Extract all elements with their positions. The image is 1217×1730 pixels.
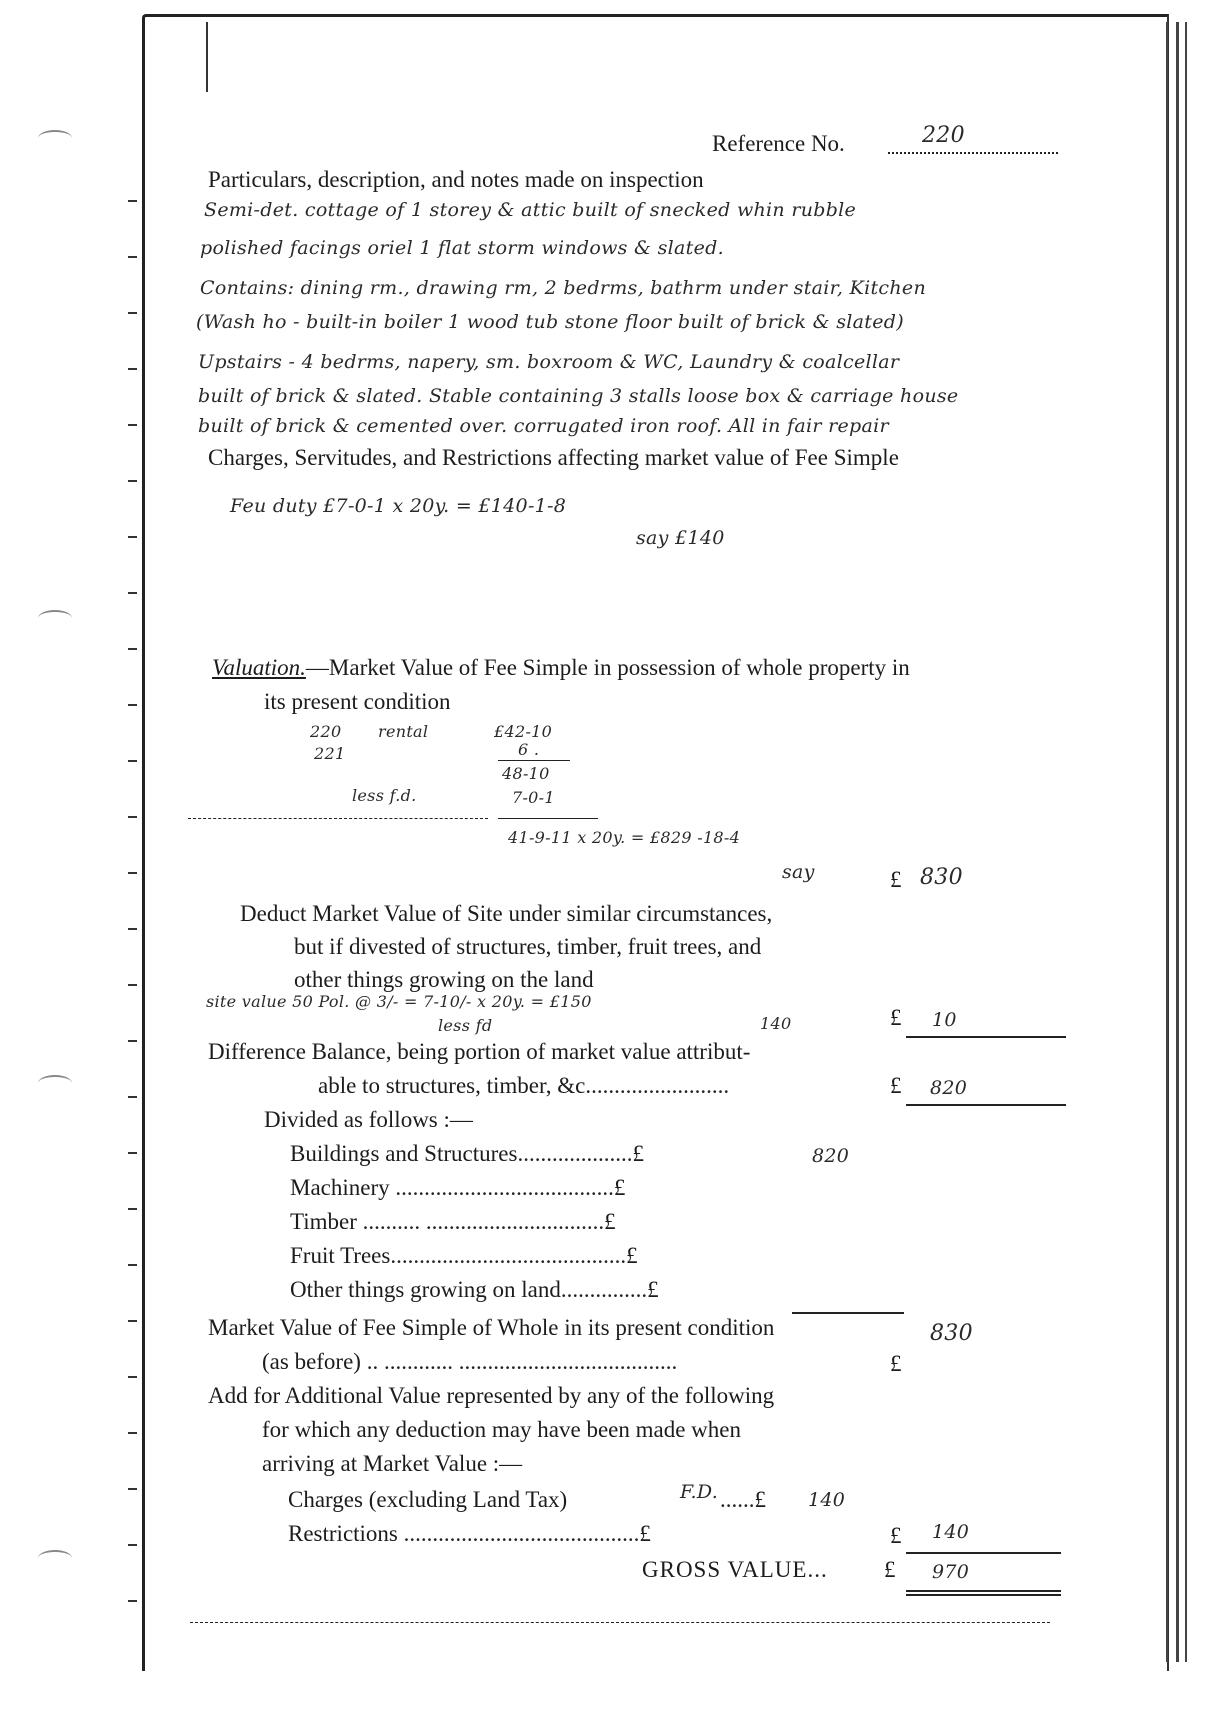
charges-dots [720, 1486, 766, 1514]
market-whole-line: Market Value of Fee Simple of Whole in its present condition [208, 1315, 775, 1340]
market-whole-value: 830 [930, 1321, 973, 1346]
binding-dash [128, 816, 137, 818]
binding-dash [128, 648, 137, 650]
pound-symbol: £ [613, 1175, 626, 1200]
calc-less-amount: 7-0-1 [512, 788, 555, 807]
charges-note: F.D. [680, 1481, 719, 1503]
valuation-total: 830 [920, 865, 963, 890]
calc-rule [498, 760, 570, 761]
binding-dash [128, 1152, 137, 1154]
binding-dash [128, 928, 137, 930]
market-whole-symbol: £ [890, 1351, 902, 1376]
item-value: 820 [812, 1145, 850, 1167]
calc-dashed-rule [188, 818, 488, 819]
item-label: Machinery [290, 1175, 390, 1200]
binding-dash [128, 200, 137, 202]
binding-dash [128, 704, 137, 706]
binding-dash [128, 1544, 137, 1546]
binding-dash [128, 592, 137, 594]
binding-dash [128, 1488, 137, 1490]
additional-underline [906, 1552, 1061, 1554]
binding-dash [128, 1208, 137, 1210]
site-value-underline [906, 1036, 1066, 1038]
leader-dots: .................... [517, 1141, 633, 1166]
page-edge-line [1185, 22, 1187, 1662]
valuation-heading-line2: its present condition [264, 689, 451, 714]
leader-dots: .. ............ ...................................... [360, 1349, 678, 1374]
site-line: other things growing on the land [294, 967, 594, 992]
bottom-dashed-rule [190, 1622, 1050, 1623]
binding-dash [128, 1096, 137, 1098]
difference-symbol: £ [890, 1073, 902, 1098]
site-less-amount: 140 [760, 1014, 792, 1033]
restrictions-label: Restrictions [288, 1521, 398, 1546]
pencil-mark [206, 22, 208, 92]
site-symbol: £ [890, 1005, 902, 1030]
calc-rental-label: rental [378, 722, 429, 741]
pound-symbol: £ [639, 1521, 651, 1546]
particulars-line: Semi-det. cottage of 1 storey & attic built of snecked whin rubble [204, 199, 857, 221]
charges-value: 140 [808, 1489, 846, 1511]
page-edge-line [1166, 22, 1168, 1662]
particulars-line: built of brick & cemented over. corrugated iron roof. All in fair repair [198, 415, 889, 437]
additional-line: Add for Additional Value represented by any of the following [208, 1383, 775, 1408]
leader-dots: ......................................... [390, 1243, 627, 1268]
item-label: Fruit Trees [290, 1243, 391, 1268]
market-whole-line2-text: (as before) [262, 1349, 361, 1374]
site-value: 10 [932, 1009, 957, 1031]
charges-row [288, 1486, 567, 1514]
binding-dash [128, 872, 137, 874]
site-less-fd: less fd [438, 1016, 493, 1035]
pound-symbol: £ [754, 1487, 766, 1512]
item-label: Buildings and Structures [290, 1141, 518, 1166]
gross-double-underline [906, 1594, 1061, 1596]
pound-symbol: £ [604, 1209, 616, 1234]
divided-heading: Divided as follows :— [264, 1107, 473, 1132]
calc-ref: 221 [314, 744, 346, 763]
binding-dash [128, 368, 137, 370]
particulars-line: Upstairs - 4 bedrms, napery, sm. boxroom & WC, Laundry & coalcellar [198, 351, 900, 373]
particulars-heading: Particulars, description, and notes made on inspection [208, 167, 704, 192]
items-underline [792, 1312, 904, 1314]
binding-dash [128, 312, 137, 314]
additional-total-symbol: £ [890, 1523, 902, 1548]
binding-dash [128, 536, 137, 538]
feu-duty-say: say £140 [636, 527, 725, 549]
particulars-line: polished facings oriel 1 flat storm windows & slated. [200, 237, 724, 259]
site-line: but if divested of structures, timber, fruit trees, and [294, 934, 762, 959]
binding-dash [128, 1432, 137, 1434]
binding-dash [128, 1264, 137, 1266]
punch-hole [38, 1550, 72, 1566]
page-edge-line [1176, 22, 1179, 1662]
pound-symbol: £ [647, 1277, 659, 1302]
binding-dash [128, 424, 137, 426]
leader-dots: ............... [560, 1277, 648, 1302]
punch-hole [38, 1075, 72, 1091]
binding-dash [128, 480, 137, 482]
difference-underline [906, 1104, 1066, 1106]
particulars-line: built of brick & slated. Stable containing 3 stalls loose box & carriage house [198, 385, 959, 407]
particulars-line: Contains: dining rm., drawing rm, 2 bedrms, bathrm under stair, Kitchen [200, 277, 926, 299]
calc-ref: 220 [310, 722, 342, 741]
binding-dash [128, 760, 137, 762]
leader-dots: ........................ [591, 1073, 730, 1098]
binding-dash [128, 984, 137, 986]
additional-line: for which any deduction may have been made when [262, 1417, 741, 1442]
reference-underline [888, 152, 1058, 154]
calc-say: say [782, 861, 815, 883]
reference-label: Reference No. [712, 131, 845, 156]
punch-hole [38, 130, 72, 146]
difference-value: 820 [930, 1077, 968, 1099]
additional-total-value: 140 [932, 1521, 970, 1543]
item-fruit-trees [290, 1242, 638, 1270]
market-whole-line2 [262, 1348, 677, 1376]
valuation-label: Valuation. [212, 655, 306, 680]
binding-dash [128, 1040, 137, 1042]
gross-symbol: £ [884, 1557, 896, 1582]
difference-line2 [318, 1072, 729, 1100]
feu-duty-note: Feu duty £7-0-1 x 20y. = £140-1-8 [230, 495, 567, 517]
item-label: Other things growing on land [290, 1277, 561, 1302]
calc-rule [498, 818, 598, 819]
site-calc: site value 50 Pol. @ 3/- = 7-10/- x 20y. = £150 [206, 992, 592, 1011]
particulars-line: (Wash ho - built-in boiler 1 wood tub stone floor built of brick & slated) [196, 311, 904, 333]
additional-line: arriving at Market Value :— [262, 1451, 523, 1476]
calc-amount: £42-10 [494, 722, 553, 741]
site-line: Deduct Market Value of Site under similar circumstances, [240, 901, 773, 926]
difference-line: Difference Balance, being portion of market value attribut- [208, 1039, 751, 1064]
binding-dash [128, 1600, 137, 1602]
item-buildings [290, 1140, 644, 1168]
item-other-things [290, 1276, 659, 1304]
charges-heading: Charges, Servitudes, and Restrictions affecting market value of Fee Simple [208, 445, 899, 470]
leader-dots: .......... ............................... [356, 1209, 605, 1234]
gross-underline [906, 1590, 1061, 1592]
calc-subtotal: 48-10 [502, 764, 550, 783]
calc-amount: 6 . [518, 740, 540, 759]
pound-symbol: £ [632, 1141, 644, 1166]
binding-dash [128, 1320, 137, 1322]
charges-label: Charges (excluding Land Tax) [288, 1487, 568, 1512]
binding-dash [128, 256, 137, 258]
valuation-heading-text: —Market Value of Fee Simple in possession of whole property in [305, 655, 910, 680]
calc-result: 41-9-11 x 20y. = £829 -18-4 [508, 828, 741, 847]
valuation-heading [212, 654, 910, 682]
item-machinery [290, 1174, 625, 1202]
leader-dots: ...................................... [389, 1175, 614, 1200]
punch-hole [38, 610, 72, 626]
calc-less-label: less f.d. [352, 786, 417, 805]
item-timber [290, 1208, 616, 1236]
item-label: Timber [290, 1209, 357, 1234]
pound-symbol: £ [626, 1243, 638, 1268]
leader-dots: ......................................... [397, 1521, 640, 1546]
reference-number: 220 [922, 123, 965, 148]
gross-label: GROSS VALUE... [642, 1557, 828, 1582]
valuation-total-symbol: £ [890, 867, 902, 892]
gross-value: 970 [932, 1561, 970, 1583]
difference-line2-text: able to structures, timber, &c. [318, 1073, 592, 1098]
binding-dash [128, 1376, 137, 1378]
leader-dots: ...... [720, 1487, 755, 1512]
restrictions-row [288, 1520, 651, 1548]
